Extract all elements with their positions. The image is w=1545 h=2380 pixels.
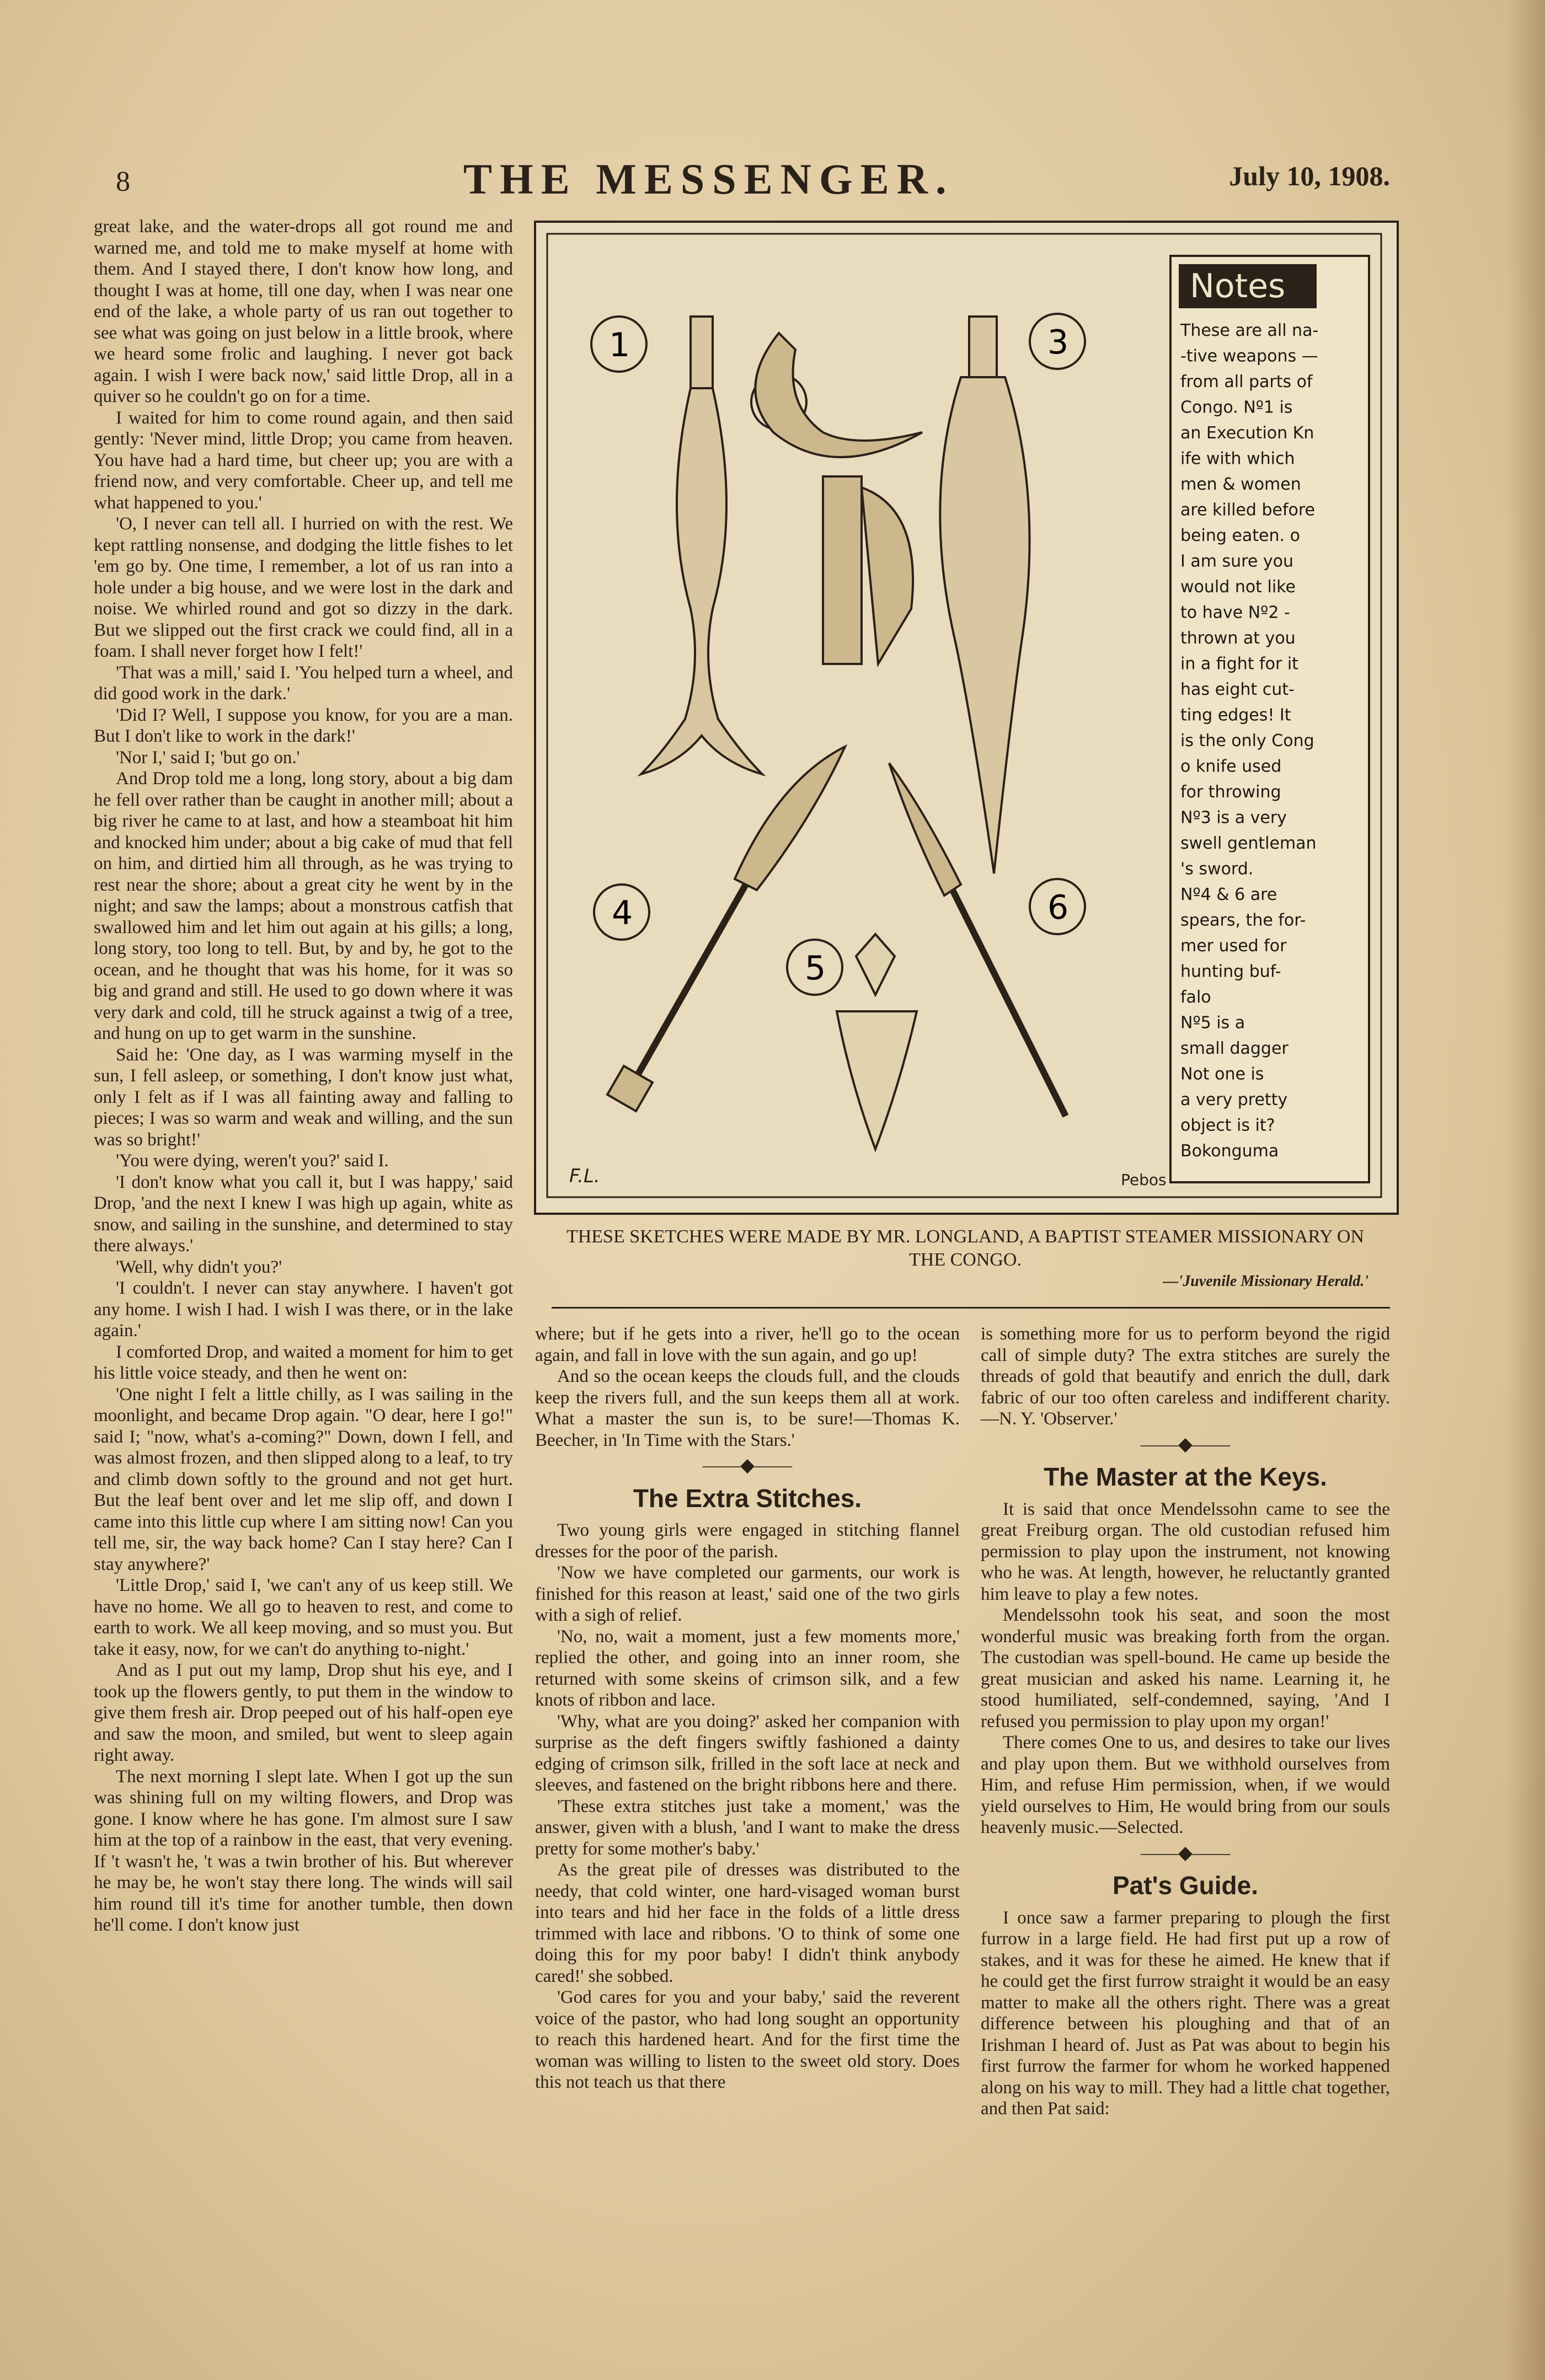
notes-line: ife with which bbox=[1180, 449, 1295, 469]
number-label-3: 3 bbox=[1047, 323, 1069, 362]
story-paragraph: I comforted Drop, and waited a moment for him to get his little voice steady, and then he went on: bbox=[94, 1342, 513, 1383]
notes-line: swell gentleman bbox=[1180, 834, 1317, 853]
notes-line: from all parts of bbox=[1180, 372, 1313, 392]
page-number: 8 bbox=[116, 166, 130, 197]
sword-drawing bbox=[940, 317, 1029, 873]
notes-line: Nº4 & 6 are bbox=[1180, 885, 1277, 904]
article-paragraph: It is said that once Mendelssohn came to see the great Freiburg organ. The old custodian refused him permission to play upon the instrument, not knowing who he was. At length, however, he reluctantly granted him leave to play a few notes. bbox=[981, 1499, 1390, 1604]
notes-line: an Execution Kn bbox=[1180, 424, 1314, 443]
story-paragraph: And Drop told me a long, long story, about a big dam he fell over rather than be caught in another mill; about a big river he came to at last, and how a steamboat hit him and knocked him under; about a big cake of mud that fell on him, and dirtied him all through, as he was trying to rest near the shore; about a great city he went by in the night; and saw the lamps; about a monstrous catfish that swallowed him and let him out again at his gills; a long, long story, too long to tell. But, by and by, he got to the ocean, and he thought that was his home, for it was so big and grand and still. He used to go down where it was very dark and cold, till he struck against a twig of a tree, and hung on up to get warm in the sunshine. bbox=[94, 769, 513, 1043]
pats-guide-headline: Pat's Guide. bbox=[1112, 1871, 1258, 1900]
story-paragraph: 'Nor I,' said I; 'but go on.' bbox=[116, 747, 300, 768]
notes-line: Bokonguma bbox=[1180, 1141, 1279, 1161]
notes-line: is the only Cong bbox=[1180, 731, 1314, 751]
engraver-signature: Pebos bbox=[1121, 1171, 1167, 1189]
story-paragraph: 'O, I never can tell all. I hurried on with the rest. We kept rattling nonsense, and dodging the little fishes to let 'em go by. One time, I remember, a lot of us ran into a hole under a big house, and we were lost in the dark and noise. We whirled round and got so dizzy in the dark. But we slipped out the first crack we could find, all in a foam. I shall never forget how I felt!' bbox=[94, 514, 513, 661]
notes-line: spears, the for- bbox=[1180, 910, 1306, 930]
notes-line: -tive weapons — bbox=[1180, 346, 1318, 366]
notes-line: a very pretty bbox=[1180, 1090, 1288, 1109]
notes-line: object is it? bbox=[1180, 1116, 1275, 1135]
left-column-story bbox=[94, 216, 513, 1936]
notes-line: being eaten. o bbox=[1180, 526, 1300, 545]
article-paragraph: As the great pile of dresses was distributed to the needy, that cold winter, one hard-visaged woman burst into tears and hid her face in the folds of a little dress trimmed with lace and ribbons. 'O to think of some one doing this for my poor baby! I didn't think anybody cared!' she sobbed. bbox=[535, 1860, 960, 1986]
story-paragraph: And as I put out my lamp, Drop shut his eye, and I took up the flowers gently, to put them in the window to give them fresh air. Drop peeped out of his half-open eye and saw the moon, and smiled, but went to sleep again right away. bbox=[94, 1660, 513, 1765]
notes-line: 's sword. bbox=[1180, 859, 1254, 879]
notes-line: These are all na- bbox=[1180, 321, 1319, 340]
number-label-6: 6 bbox=[1047, 888, 1069, 927]
master-keys-headline: The Master at the Keys. bbox=[1044, 1462, 1327, 1491]
ornament-divider: ——◆—— bbox=[1140, 1434, 1231, 1455]
article-paragraph: Two young girls were engaged in stitching flannel dresses for the poor of the parish. bbox=[535, 1520, 960, 1562]
story-paragraph: 'You were dying, weren't you?' said I. bbox=[116, 1151, 389, 1171]
article-paragraph: 'No, no, wait a moment, just a few moments more,' replied the other, and going into an inner room, she returned with some skeins of crimson silk, and a few knots of ribbon and lace. bbox=[535, 1626, 960, 1710]
story-paragraph: 'Well, why didn't you?' bbox=[116, 1257, 282, 1277]
number-circle-5 bbox=[787, 940, 842, 995]
right-column bbox=[981, 1323, 1390, 2120]
notes-line: falo bbox=[1180, 988, 1211, 1007]
middle-column bbox=[535, 1323, 960, 2093]
execution-knife-drawing bbox=[641, 317, 762, 774]
notes-line: Nº3 is a very bbox=[1180, 808, 1287, 828]
notes-line: small dagger bbox=[1180, 1039, 1289, 1058]
notes-title: Notes bbox=[1190, 267, 1286, 305]
article-paragraph: I once saw a farmer preparing to plough the first furrow in a large field. He had first put up a row of stakes, and it was for these he aimed. He knew that if he could get the first furrow straight it would be an easy matter to make all the others right. There was a great difference between his ploughing and that of an Irishman I heard of. Just as Pat was about to begin his first furrow the farmer for whom he worked happened along on his way to mill. They had a little chat together, and then Pat said: bbox=[981, 1907, 1390, 2119]
article-paragraph: is something more for us to perform beyond the rigid call of simple duty? The extra stitches are surely the threads of gold that beautify and enrich the dull, dark fabric of our too often careless and indifferent charity. —N. Y. 'Observer.' bbox=[981, 1324, 1390, 1429]
article-paragraph: Mendelssohn took his seat, and soon the most wonderful music was breaking forth from the organ. The custodian was spell-bound. He came up beside the great musician and asked his name. Learning it, he stood humiliated, self-condemned, saying, 'And I refused you permission to play upon my organ!' bbox=[981, 1605, 1390, 1732]
horizontal-rule bbox=[552, 1307, 1390, 1309]
number-label-4: 4 bbox=[612, 894, 633, 932]
number-label-1: 1 bbox=[609, 326, 630, 364]
story-paragraph: I waited for him to come round again, and then said gently: 'Never mind, little Drop; you came from heaven. You have had a hard time, but cheer up; you are with a friend now, and very comfortable. Cheer up, and tell me what happened to you.' bbox=[94, 408, 513, 513]
notes-line: Congo. Nº1 is bbox=[1180, 398, 1293, 417]
notes-line: for throwing bbox=[1180, 782, 1281, 802]
notes-line: thrown at you bbox=[1180, 629, 1296, 648]
ornament-divider: ——◆—— bbox=[1140, 1842, 1231, 1863]
page-edge-shadow bbox=[1506, 0, 1545, 2380]
notes-line: to have Nº2 - bbox=[1180, 603, 1290, 623]
number-circle-4 bbox=[594, 885, 649, 940]
article-paragraph: 'Now we have completed our garments, our work is finished for this reason at least,' said one of the two girls with a sigh of relief. bbox=[535, 1563, 960, 1625]
notes-line: in a fight for it bbox=[1180, 654, 1298, 674]
article-paragraph: There comes One to us, and desires to take our lives and play upon them. But we withhold ourselves from Him, and refuse Him permission, when, if we would yield ourselves to Him, He would bring from our souls heavenly music.—Selected. bbox=[981, 1733, 1390, 1837]
number-label-5: 5 bbox=[805, 949, 826, 988]
ornament-divider: ——◆—— bbox=[702, 1455, 793, 1476]
notes-line: Not one is bbox=[1180, 1064, 1264, 1084]
number-circle-1 bbox=[591, 317, 646, 372]
notes-line: men & women bbox=[1180, 475, 1301, 494]
notes-line: would not like bbox=[1180, 577, 1296, 597]
notes-line: mer used for bbox=[1180, 936, 1287, 956]
story-paragraph: The next morning I slept late. When I got up the sun was shining full on my wilting flowers, and Drop was gone. I know where he has gone. I'm almost sure I saw him at the top of a rainbow in the east, that very evening. If 't wasn't he, 't was a twin brother of his. But wherever he may be, he won't stay there long. The winds will sail him round till it's time for another tumble, then down he'll come. I don't know just bbox=[94, 1766, 513, 1935]
article-paragraph: 'Why, what are you doing?' asked her companion with surprise as the deft fingers swiftly fashioned a dainty edging of crimson silk, frilled in the soft lace at neck and sleeves, and fastened on the bright ribbons here and there. bbox=[535, 1711, 960, 1795]
story-paragraph: 'That was a mill,' said I. 'You helped turn a wheel, and did good work in the dark.' bbox=[94, 662, 513, 704]
notes-line: are killed before bbox=[1180, 500, 1316, 520]
notes-line: ting edges! It bbox=[1180, 705, 1291, 725]
notes-line: has eight cut- bbox=[1180, 680, 1295, 699]
story-paragraph: 'I couldn't. I never can stay anywhere. I haven't got any home. I wish I had. I wish I was there, or in the lake again.' bbox=[94, 1278, 513, 1341]
notes-line: hunting buf- bbox=[1180, 962, 1281, 982]
weapons-sketch bbox=[536, 223, 1392, 1208]
issue-date: July 10, 1908. bbox=[1229, 160, 1390, 191]
story-paragraph: Said he: 'One day, as I was warming myself in the sun, I fell asleep, or something, I don't know just what, only I felt as if I was all fainting away and falling to pieces; I was so warm and weak and willing, and the sun was so bright!' bbox=[94, 1044, 513, 1150]
notes-line: o knife used bbox=[1180, 757, 1282, 776]
throwing-knife-drawing bbox=[755, 333, 922, 664]
story-paragraph: 'I don't know what you call it, but I was happy,' said Drop, 'and the next I knew I was high up again, white as snow, and sailing in the sunshine, and determined to stay there always.' bbox=[94, 1172, 513, 1256]
small-dagger-drawing bbox=[837, 934, 917, 1149]
illustrator-signature: F.L. bbox=[569, 1165, 600, 1187]
article-paragraph: 'These extra stitches just take a moment,' was the answer, given with a blush, 'and I want to make the dress pretty for some mother's baby.' bbox=[535, 1796, 960, 1859]
story-paragraph: 'Did I? Well, I suppose you know, for you are a man. But I don't like to work in the dark!' bbox=[94, 705, 513, 746]
masthead-title: THE MESSENGER. bbox=[463, 155, 954, 203]
number-circle-3 bbox=[1030, 314, 1085, 369]
caption-credit: —'Juvenile Missionary Herald.' bbox=[1163, 1273, 1368, 1290]
weapons-illustration bbox=[534, 221, 1399, 1215]
notes-line: I am sure you bbox=[1180, 551, 1293, 571]
page-header bbox=[110, 154, 1390, 204]
extra-stitches-headline: The Extra Stitches. bbox=[633, 1483, 862, 1513]
number-circle-6 bbox=[1030, 879, 1085, 934]
story-continuation: where; but if he gets into a river, he'll go to the ocean again, and fall in love with the sun again, and go up! bbox=[535, 1324, 960, 1365]
story-continuation: And so the ocean keeps the clouds full, and the clouds keep the rivers full, and the sun keeps them all at work. What a master the sun is, to be sure!—Thomas K. Beecher, in 'In Time with the Stars.' bbox=[535, 1366, 960, 1450]
article-paragraph: 'God cares for you and your baby,' said the reverent voice of the pastor, who had long sought an opportunity to reach this hardened heart. And for the first time the woman was willing to listen to the sweet old story. Does this not teach us that there bbox=[535, 1987, 960, 2092]
story-paragraph: great lake, and the water-drops all got round me and warned me, and told me to make myself at home with them. And I stayed there, I don't know how long, and thought I was at home, till one day, when I was near one end of the lake, a whole party of us ran out together to see what was going on just below in a little brook, where we heard some frolic and laughing. I never got back again. I wish I were back now,' said little Drop, all in a quiver so he couldn't go on for a time. bbox=[94, 217, 513, 406]
story-paragraph: 'One night I felt a little chilly, as I was sailing in the moonlight, and became Drop again. "O dear, here I go!" said I; "now, what's a-coming?" Down, down I fell, and was almost frozen, and then slipped along to a leaf, to try and climb down softly to the ground and not get hurt. But the leaf bent over and let me slip off, and down I came into this little cup where I am sitting now! Can you tell me, sir, the way back home? Can I stay here? Can I stay anywhere?' bbox=[94, 1384, 513, 1574]
story-paragraph: 'Little Drop,' said I, 'we can't any of us keep still. We have no home. We all go to heaven to rest, and come to earth to work. We all keep moving, and so must you. But take it easy, now, for we can't do anything to-night.' bbox=[94, 1575, 513, 1659]
notes-line: Nº5 is a bbox=[1180, 1013, 1245, 1033]
spear-drawing bbox=[889, 763, 1069, 1116]
illustration-caption: THESE SKETCHES WERE MADE BY MR. LONGLAND, A BAPTIST STEAMER MISSIONARY ON THE CONGO. bbox=[566, 1226, 1365, 1270]
